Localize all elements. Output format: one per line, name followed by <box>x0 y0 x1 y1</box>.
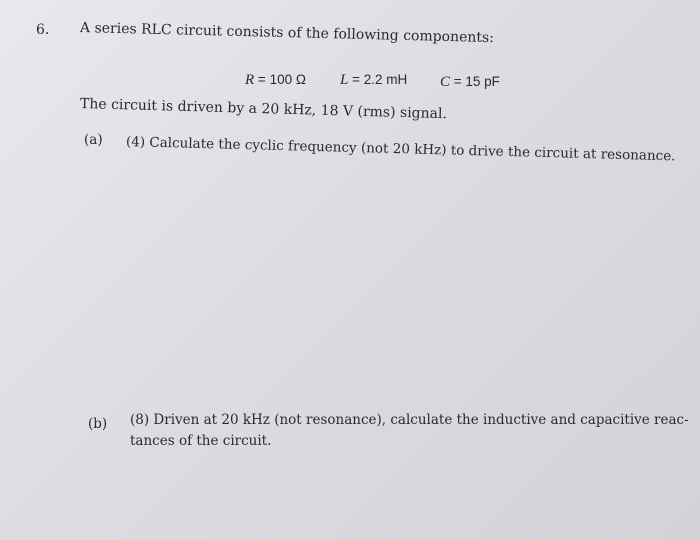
inductor-value: L = 2.2 mH <box>340 72 408 88</box>
part-a-question: (4) Calculate the cyclic frequency (not 20 kHz) to drive the circuit at resonance. <box>125 134 676 165</box>
problem-number: 6. <box>36 22 50 38</box>
part-b-question-line2: tances of the circuit. <box>130 433 272 449</box>
drive-signal-text: The circuit is driven by a 20 kHz, 18 V (rms) signal. <box>79 96 448 123</box>
component-values <box>0 72 700 96</box>
capacitor-value: C = 15 pF <box>440 74 500 90</box>
resistor-value: R = 100 Ω <box>245 72 306 88</box>
part-a-label: (a) <box>84 132 103 148</box>
part-b-question-line1: (8) Driven at 20 kHz (not resonance), calculate the inductive and capacitive reac- <box>130 412 689 428</box>
problem-intro: A series RLC circuit consists of the following components: <box>79 20 495 47</box>
part-b-label: (b) <box>88 416 108 432</box>
